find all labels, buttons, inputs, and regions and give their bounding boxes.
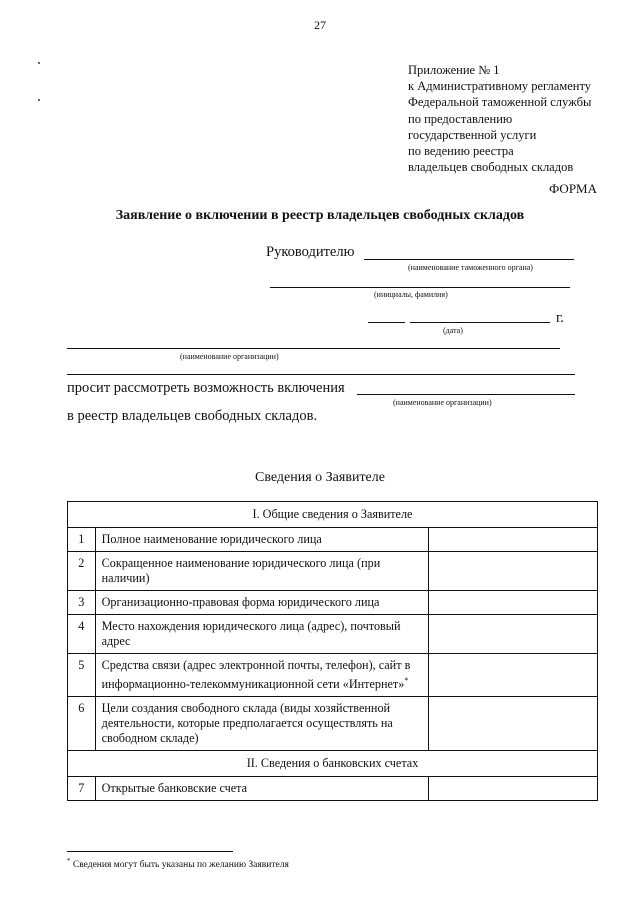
date-month-line[interactable] xyxy=(410,322,550,323)
scan-speck xyxy=(38,62,40,64)
row-label xyxy=(95,654,429,697)
row-number: 7 xyxy=(68,777,96,801)
organization-line-2[interactable] xyxy=(67,374,575,375)
table-row xyxy=(68,528,598,552)
table-section-row xyxy=(68,502,598,528)
year-suffix: г. xyxy=(556,310,564,326)
footnote-marker: * xyxy=(404,676,409,685)
initials-hint: (инициалы, фамилия) xyxy=(374,290,448,299)
table-row xyxy=(68,697,598,751)
row-value-cell[interactable] xyxy=(429,615,598,654)
row-number: 3 xyxy=(68,591,96,615)
applicant-info-table xyxy=(67,501,598,801)
appendix-line: Приложение № 1 xyxy=(408,63,500,77)
table-row xyxy=(68,615,598,654)
row-label: Полное наименование юридического лица xyxy=(95,528,429,552)
section-heading: I. Общие сведения о Заявителе xyxy=(68,502,598,528)
appendix-line: Федеральной таможенной службы xyxy=(408,95,592,110)
row-label-text: Средства связи (адрес электронной почты, телефон), сайт в информационно-телекоммуникационной сети «Интернет» xyxy=(101,658,411,692)
footnote-text: Сведения могут быть указаны по желанию Заявителя xyxy=(72,860,289,871)
row-value-cell[interactable] xyxy=(429,777,598,801)
appendix-block xyxy=(408,62,591,175)
row-label: Место нахождения юридического лица (адрес), почтовый адрес xyxy=(95,615,429,654)
row-number: 5 xyxy=(68,654,96,697)
appendix-line: к Административному регламенту xyxy=(408,79,592,94)
table-row xyxy=(68,777,598,801)
appendix-line: государственной услуги xyxy=(408,127,537,142)
row-value-cell[interactable] xyxy=(429,528,598,552)
footnote-mark: * xyxy=(67,857,71,865)
row-number: 2 xyxy=(68,552,96,591)
row-label: Цели создания свободного склада (виды хозяйственной деятельности, которые предполагается осуществлять на свободном складе) xyxy=(95,697,429,751)
row-label: Открытые банковские счета xyxy=(95,777,429,801)
footnote xyxy=(67,857,289,870)
section-title: Сведения о Заявителе xyxy=(255,470,385,485)
table-section-row xyxy=(68,751,598,777)
row-number: 6 xyxy=(68,697,96,751)
customs-hint: (наименование таможенного органа) xyxy=(408,263,533,272)
document-title: Заявление о включении в реестр владельцев свободных складов xyxy=(115,208,525,223)
request-org-line[interactable] xyxy=(357,394,575,395)
page-number: 27 xyxy=(314,18,326,32)
request-org-hint: (наименование организации) xyxy=(393,398,492,407)
appendix-line: по предоставлению xyxy=(408,111,513,126)
form-label: ФОРМА xyxy=(549,181,597,196)
date-hint: (дата) xyxy=(443,326,463,335)
appendix-line: владельцев свободных складов xyxy=(408,160,574,175)
customs-body-line[interactable] xyxy=(364,259,574,260)
organization-hint: (наименование организации) xyxy=(180,352,279,361)
table-row xyxy=(68,552,598,591)
row-number: 4 xyxy=(68,615,96,654)
table-row xyxy=(68,654,598,697)
row-label: Сокращенное наименование юридического лица (при наличии) xyxy=(95,552,429,591)
row-value-cell[interactable] xyxy=(429,654,598,697)
organization-line[interactable] xyxy=(67,348,560,349)
request-line-1: просит рассмотреть возможность включения xyxy=(67,380,345,396)
appendix-line: по ведению реестра xyxy=(408,144,514,159)
row-value-cell[interactable] xyxy=(429,697,598,751)
table-row xyxy=(68,591,598,615)
row-value-cell[interactable] xyxy=(429,591,598,615)
date-day-line[interactable] xyxy=(368,322,405,323)
row-value-cell[interactable] xyxy=(429,552,598,591)
section-heading: II. Сведения о банковских счетах xyxy=(68,751,598,777)
row-number: 1 xyxy=(68,528,96,552)
footnote-divider xyxy=(67,851,233,852)
scan-speck xyxy=(38,99,40,101)
to-label: Руководителю xyxy=(266,244,355,260)
request-line-2: в реестр владельцев свободных складов. xyxy=(67,408,318,424)
row-label: Организационно-правовая форма юридического лица xyxy=(95,591,429,615)
initials-line[interactable] xyxy=(270,287,570,288)
